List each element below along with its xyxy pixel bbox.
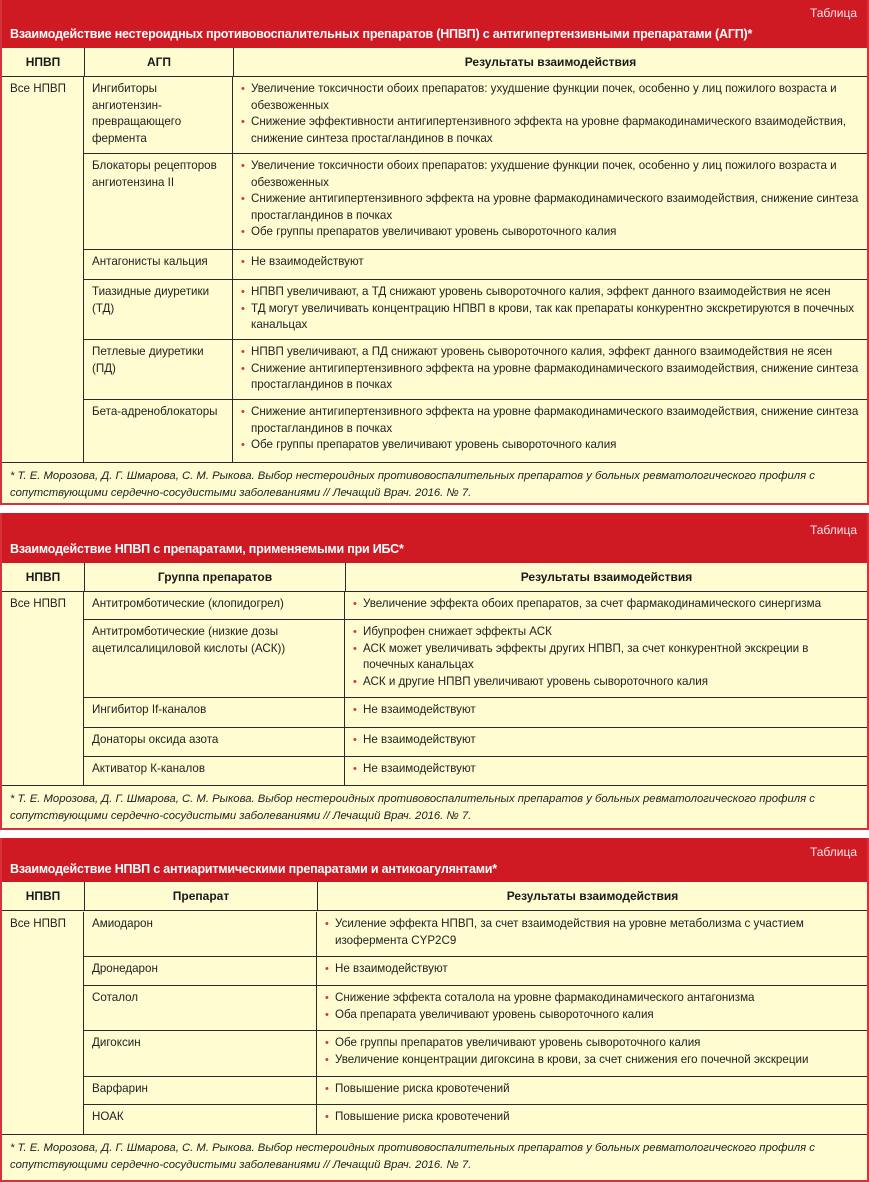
column-header: Препарат (84, 882, 317, 911)
result-cell (317, 957, 867, 986)
result-item: • Увеличение токсичности обоих препаратов: ухудшение функции почек, особенно у лиц пожилого возраста и обезвоженных (241, 81, 859, 114)
column-header: Группа препаратов (84, 563, 345, 592)
drug-cell: Активатор К-каналов (84, 757, 345, 785)
result-item: • Не взаимодействуют (325, 961, 859, 978)
result-item: • Снижение антигипертензивного эффекта на уровне фармакодинамического взаимодействия, снижение синтеза простагландинов в почках (241, 361, 859, 394)
drug-cell: Тиазидные диуретики (ТД) (84, 280, 233, 340)
drug-cell: Донаторы оксида азота (84, 728, 345, 757)
table-grid (2, 563, 867, 786)
table-title: Взаимодействие нестероидных противовоспалительных препаратов (НПВП) с антигипертензивными препаратами (АГП)* (10, 27, 753, 41)
drug-cell: Соталол (84, 986, 317, 1031)
result-item: • Не взаимодействуют (353, 761, 859, 778)
result-item: • Увеличение концентрации дигоксина в крови, за счет снижения его почечной экскреции (325, 1052, 859, 1069)
result-cell (345, 592, 867, 620)
result-cell (233, 77, 867, 154)
drug-cell: Амиодарон (84, 912, 317, 957)
table-npvp-antiarrhythmic (0, 838, 869, 1182)
column-header: НПВП (2, 882, 84, 911)
result-item: • Не взаимодействуют (241, 254, 859, 271)
result-cell (345, 698, 867, 728)
column-header: Результаты взаимодействия (233, 48, 867, 77)
drug-cell: Блокаторы рецепторов ангиотензина II (84, 154, 233, 250)
result-item: • Ибупрофен снижает эффекты АСК (353, 624, 859, 641)
result-cell (317, 912, 867, 957)
result-cell (233, 280, 867, 340)
result-cell (233, 154, 867, 250)
result-item: • АСК может увеличивать эффекты других НПВП, за счет конкурентной экскреции в почечных канальцах (353, 641, 859, 674)
column-header: Результаты взаимодействия (317, 882, 867, 911)
column-header: НПВП (2, 563, 84, 592)
table-npvp-agp (0, 0, 869, 505)
drug-cell: Ингибиторы ангиотензин-превращающего фермента (84, 77, 233, 154)
drug-cell: Бета-адреноблокаторы (84, 400, 233, 462)
result-item: • НПВП увеличивают, а ТД снижают уровень сывороточного калия, эффект данного взаимодействия не ясен (241, 284, 859, 301)
npvp-cell: Все НПВП (2, 592, 84, 785)
table-grid (2, 48, 867, 463)
result-cell (345, 728, 867, 757)
result-item: • Не взаимодействуют (353, 702, 859, 719)
drug-cell: Антитромботические (низкие дозы ацетилсалициловой кислоты (АСК)) (84, 620, 345, 698)
table-title-band (2, 513, 867, 563)
column-header: Результаты взаимодействия (345, 563, 867, 592)
npvp-cell: Все НПВП (2, 912, 84, 1134)
result-item: • Обе группы препаратов увеличивают уровень сывороточного калия (241, 437, 859, 454)
result-cell (345, 757, 867, 785)
table-npvp-ibs (0, 513, 869, 830)
table-footnote: * Т. Е. Морозова, Д. Г. Шмарова, С. М. Рыкова. Выбор нестероидных противовоспалительных препаратов у больных ревматологического профиля с сопутствующими сердечно-сосудистыми заболеваниями // Лечащий Врач. 2016. № 7. (10, 470, 815, 499)
result-item: • Увеличение эффекта обоих препаратов, за счет фармакодинамического синергизма (353, 596, 859, 613)
result-item: • ТД могут увеличивать концентрацию НПВП в крови, так как препараты конкурентно экскретируются в почечных канальцах (241, 301, 859, 334)
result-cell (233, 400, 867, 462)
result-item: • Снижение антигипертензивного эффекта на уровне фармакодинамического взаимодействия, снижение синтеза простагландинов в почках (241, 191, 859, 224)
drug-cell: Варфарин (84, 1077, 317, 1105)
result-item: • Обе группы препаратов увеличивают уровень сывороточного калия (325, 1035, 859, 1052)
table-title-band (2, 0, 867, 48)
drug-cell: Ингибитор If-каналов (84, 698, 345, 728)
table-label: Таблица (809, 523, 857, 537)
table-label: Таблица (809, 6, 857, 20)
column-header: НПВП (2, 48, 84, 77)
table-footnote: * Т. Е. Морозова, Д. Г. Шмарова, С. М. Рыкова. Выбор нестероидных противовоспалительных препаратов у больных ревматологического профиля с сопутствующими сердечно-сосудистыми заболеваниями // Лечащий Врач. 2016. № 7. (10, 793, 815, 822)
result-item: • Снижение эффекта соталола на уровне фармакодинамического антагонизма (325, 990, 859, 1007)
result-item: • Снижение эффективности антигипертензивного эффекта на уровне фармакодинамического взаимодействия, снижение синтеза простагландинов в почках (241, 114, 859, 147)
result-cell (317, 986, 867, 1031)
result-item: • Не взаимодействуют (353, 732, 859, 749)
drug-cell: Антагонисты кальция (84, 250, 233, 280)
result-item: • Увеличение токсичности обоих препаратов: ухудшение функции почек, особенно у лиц пожилого возраста и обезвоженных (241, 158, 859, 191)
drug-cell: Дронедарон (84, 957, 317, 986)
table-title-band (2, 838, 867, 882)
result-cell (317, 1105, 867, 1134)
result-item: • Оба препарата увеличивают уровень сывороточного калия (325, 1007, 859, 1024)
table-footnote: * Т. Е. Морозова, Д. Г. Шмарова, С. М. Рыкова. Выбор нестероидных противовоспалительных препаратов у больных ревматологического профиля с сопутствующими сердечно-сосудистыми заболеваниями // Лечащий Врач. 2016. № 7. (10, 1142, 815, 1171)
column-header: АГП (84, 48, 233, 77)
result-item: • НПВП увеличивают, а ПД снижают уровень сывороточного калия, эффект данного взаимодействия не ясен (241, 344, 859, 361)
result-cell (317, 1077, 867, 1105)
result-item: • Повышение риска кровотечений (325, 1081, 859, 1098)
drug-cell: Петлевые диуретики (ПД) (84, 340, 233, 400)
result-item: • Снижение антигипертензивного эффекта на уровне фармакодинамического взаимодействия, снижение синтеза простагландинов в почках (241, 404, 859, 437)
table-title: Взаимодействие НПВП с антиаритмическими препаратами и антикоагулянтами* (10, 862, 497, 876)
result-cell (233, 250, 867, 280)
drug-cell: Антитромботические (клопидогрел) (84, 592, 345, 620)
table-label: Таблица (809, 845, 857, 859)
result-cell (345, 620, 867, 698)
drug-cell: НОАК (84, 1105, 317, 1134)
drug-cell: Дигоксин (84, 1031, 317, 1077)
result-cell (317, 1031, 867, 1077)
table-title: Взаимодействие НПВП с препаратами, применяемыми при ИБС* (10, 542, 404, 556)
result-item: • Усиление эффекта НПВП, за счет взаимодействия на уровне метаболизма с участием изофермента CYP2C9 (325, 916, 859, 949)
result-item: • АСК и другие НПВП увеличивают уровень сывороточного калия (353, 674, 859, 691)
result-item: • Повышение риска кровотечений (325, 1109, 859, 1126)
result-cell (233, 340, 867, 400)
npvp-cell: Все НПВП (2, 77, 84, 462)
result-item: • Обе группы препаратов увеличивают уровень сывороточного калия (241, 224, 859, 241)
table-grid (2, 882, 867, 1135)
